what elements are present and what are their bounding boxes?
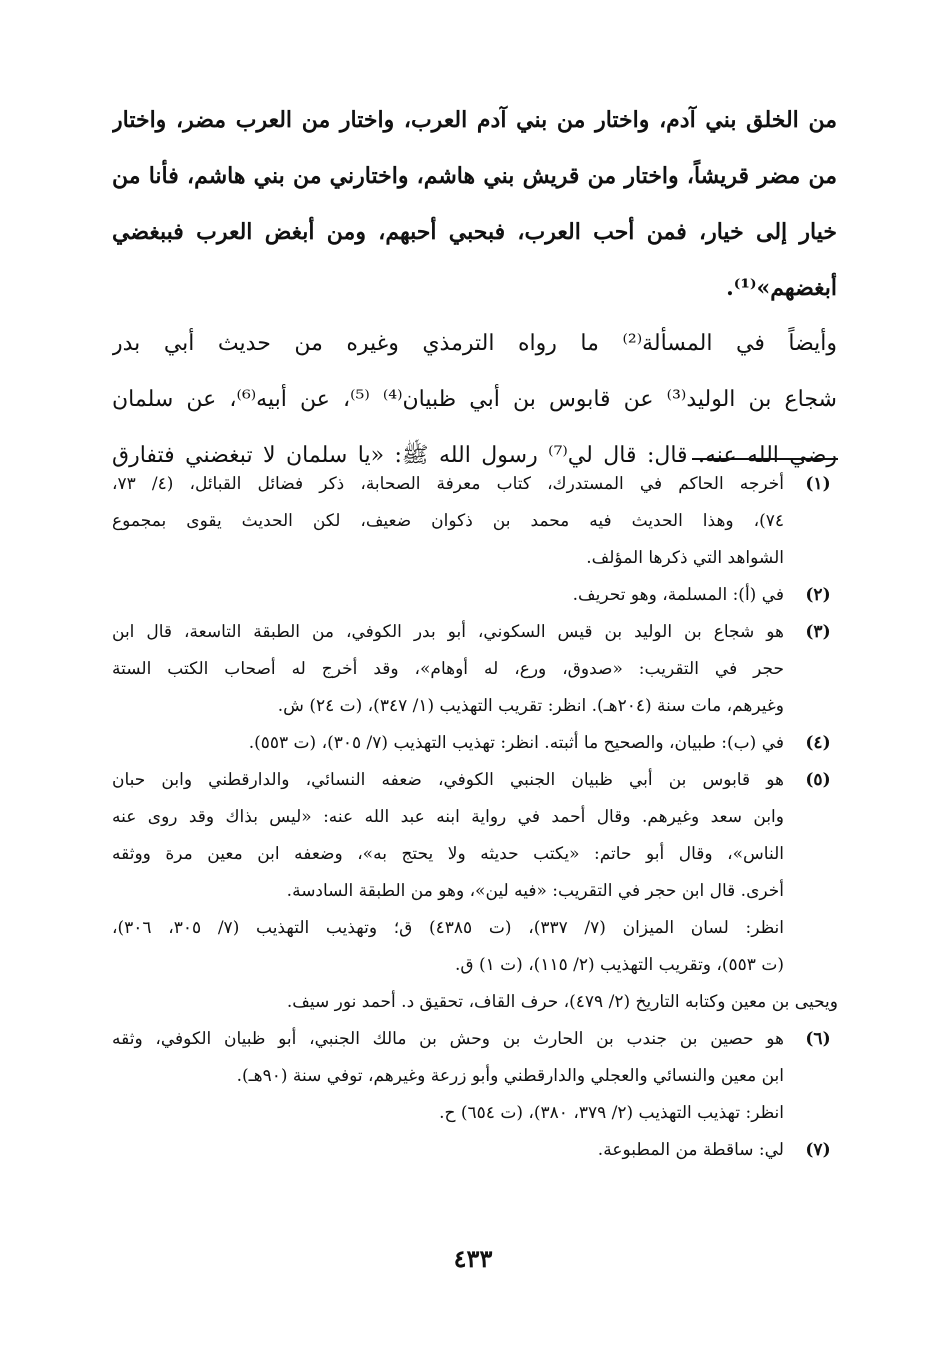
main-text-line: أبغضهم»⁽¹⁾. [726, 275, 837, 301]
footnote-line: ويحيى بن معين وكتابه التاريخ (٢/ ٤٧٩)، حرف القاف، تحقيق د. أحمد نور سيف. [286, 992, 838, 1012]
footnote-line: وابن سعد وغيرهم. وقال أحمد في رواية ابنه عبد الله عنه: «ليس بذاك وقد روى عنه [112, 807, 784, 827]
footnote-separator [692, 458, 838, 460]
footnote-number: (٣) [805, 622, 831, 642]
footnote-line: الشواهد التي ذكرها المؤلف. [586, 548, 784, 568]
footnote-line: ٧٤)، وهذا الحديث فيه محمد بن ذكوان ضعيف، لكن الحديث يقوى بمجموع [112, 511, 784, 531]
footnote-line: أخرى. قال ابن حجر في التقريب: «فيه لين»، وهو من الطبقة السادسة. [286, 881, 784, 901]
footnote-1 [112, 466, 838, 577]
main-text-line: خيار إلى خيار، فمن أحب العرب، فبحبي أحبهم، ومن أبغض العرب فببغضي [112, 219, 837, 245]
footnote-7 [112, 1132, 838, 1169]
footnote-4 [112, 725, 838, 762]
main-text-line: رضي الله عنه. قال: قال لي⁽⁷⁾ رسول الله ﷺ: «يا سلمان لا تبغضني فتفارق [112, 443, 837, 468]
footnote-number: (٤) [805, 733, 831, 753]
main-text [112, 92, 837, 484]
footnote-line: (ت ٥٥٣)، وتقريب التهذيب (٢/ ١١٥)، (ت ١) ق. [454, 955, 784, 975]
main-text-line: وأيضاً في المسألة⁽²⁾ ما رواه الترمذي وغيره من حديث أبي بدر [112, 331, 837, 356]
footnotes [112, 466, 838, 1169]
footnote-5 [112, 762, 838, 1021]
footnote-line: ابن معين والنسائي والعجلي والدارقطني وأبو زرعة وغيرهم، توفي سنة (٩٠هـ). [236, 1066, 784, 1086]
footnote-line: الناس»، وقال أبو حاتم: «يكتب حديثه ولا يحتج به»، وضعفه ابن معين مرة ووثقه [112, 844, 784, 864]
footnote-line: انظر: تهذيب التهذيب (٢/ ٣٧٩، ٣٨٠)، (ت ٦٥٤) ح. [439, 1103, 784, 1123]
footnote-line: حجر في التقريب: «صدوق، ورع، له أوهام»، وقد أخرج له أصحاب الكتب الستة [112, 659, 784, 679]
footnote-line: هو قابوس بن أبي ظبيان الجنبي الكوفي، ضعفه النسائي، والدارقطني وابن حبان [112, 770, 784, 790]
footnote-line: وغيرهم، مات سنة (٢٠٤هـ). انظر: تقريب التهذيب (١/ ٣٤٧)، (ت ٢٤) ش. [277, 696, 784, 716]
footnote-number: (١) [805, 474, 831, 494]
footnote-number: (٦) [805, 1029, 831, 1049]
footnote-line: أخرجه الحاكم في المستدرك، كتاب معرفة الصحابة، ذكر فضائل القبائل، (٤/ ٧٣، [112, 474, 784, 494]
footnote-6 [112, 1021, 838, 1132]
footnote-line: هو شجاع بن الوليد بن قيس السكوني، أبو بدر الكوفي، من الطبقة التاسعة، قال ابن [112, 622, 784, 642]
footnote-number: (٧) [805, 1140, 831, 1160]
footnote-number: (٢) [805, 585, 831, 605]
main-text-line: شجاع بن الوليد⁽³⁾ عن قابوس بن أبي ظبيان⁽⁴⁾ ⁽⁵⁾، عن أبيه⁽⁶⁾، عن سلمان [112, 387, 837, 412]
main-text-line: من الخلق بني آدم، واختار من بني آدم العرب، واختار من العرب مضر، واختار [112, 107, 837, 133]
footnote-3 [112, 614, 838, 725]
footnote-line: هو حصين بن جندب بن الحارث بن وحش بن مالك الجنبي، أبو ظبيان الكوفي، وثقه [112, 1029, 784, 1049]
page-number: ٤٣٣ [453, 1244, 493, 1273]
main-text-line: من مضر قريشاً، واختار من قريش بني هاشم، واختارني من بني هاشم، فأنا من [112, 163, 837, 189]
footnote-line: في (ب): طبيان، والصحيح ما أثبته. انظر: تهذيب التهذيب (٧/ ٣٠٥)، (ت ٥٥٣). [248, 733, 784, 753]
footnote-2 [112, 577, 838, 614]
footnote-line: انظر: لسان الميزان (٧/ ٣٣٧)، (ت ٤٣٨٥) ق؛ وتهذيب التهذيب (٧/ ٣٠٥، ٣٠٦)، [112, 918, 784, 938]
footnote-line: في (أ): المسلمة، وهو تحريف. [572, 585, 784, 605]
footnote-line: لي: ساقطة من المطبوعة. [597, 1140, 784, 1160]
footnote-number: (٥) [805, 770, 831, 790]
